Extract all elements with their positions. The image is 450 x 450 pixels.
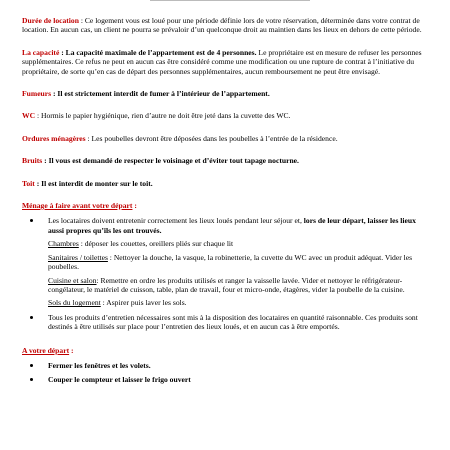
- wc-title: WC: [22, 111, 36, 121]
- subitem-text: : Remettre en ordre les produits utilisés et ranger la vaisselle lavée. Vider et nettoyer le réfrigérateur-congélateur, le matériel de cuisson, table, plan de travail, four et micro-onde, étagères, vider la poubelle de la cuisine.: [48, 275, 405, 294]
- subitem-text: : déposer les couettes, oreillers pliés sur chaque lit: [78, 239, 234, 249]
- section-fumeurs: [22, 89, 432, 98]
- depart-list: [22, 361, 432, 385]
- depart-colon: :: [69, 345, 74, 355]
- subitem-label: Chambres: [48, 239, 79, 249]
- menage-title: Ménage à faire avant votre départ: [22, 201, 133, 211]
- duree-text: : Ce logement vous est loué pour une période définie lors de votre réservation, déterminée dans votre contrat de location. En aucun cas, un client ne pourra se prévaloir d’un quelconque droit au maintien dans les lieux en dehors de cette période.: [22, 16, 422, 35]
- subitem-text: : Nettoyer la douche, la vasque, la robinetterie, la cuvette du WC avec un produit adéquat. Vider les poubelles.: [48, 252, 413, 272]
- menage-subitem-sols: [48, 298, 432, 307]
- capacite-title: La capacité: [22, 47, 60, 57]
- ordures-title: Ordures ménagères: [22, 133, 86, 143]
- section-duree: [22, 16, 432, 35]
- depart-item: [22, 375, 432, 384]
- toit-text: : Il est interdit de monter sur le toit.: [34, 178, 153, 188]
- menage-heading: [22, 201, 432, 210]
- duree-title: Durée de location: [22, 16, 79, 25]
- fumeurs-title: Fumeurs: [22, 89, 52, 99]
- menage-list: [22, 216, 432, 235]
- menage-products-text: Tous les produits d’entretien nécessaires sont mis à la disposition des locataires en quantité raisonnable. Ces produits sont destinés à être utilisés sur place pour l’entretien des lieux loués, et en aucun cas à être emportés.: [48, 312, 418, 332]
- wc-text: : Hormis le papier hygiénique, rien d’autre ne doit être jeté dans la cuvette des WC.: [35, 111, 291, 121]
- depart-item-text: Fermer les fenêtres et les volets.: [48, 360, 151, 370]
- menage-colon: :: [132, 201, 137, 211]
- depart-item-text: Couper le compteur et laisser le frigo ouvert: [48, 375, 191, 385]
- bruits-text: : Il vous est demandé de respecter le voisinage et d’éviter tout tapage nocturne.: [42, 156, 299, 166]
- bullet-icon: [30, 378, 33, 381]
- rules-document: [22, 0, 432, 385]
- bullet-icon: [30, 219, 33, 222]
- capacite-bold-text: : La capacité maximale de l’appartement est de 4 personnes.: [59, 47, 257, 57]
- menage-subitems: [22, 239, 432, 307]
- section-bruits: [22, 156, 432, 165]
- menage-subitem-chambres: [48, 239, 432, 248]
- bullet-icon: [30, 364, 33, 367]
- section-capacite: [22, 48, 432, 76]
- depart-item: [22, 361, 432, 370]
- menage-subitem-cuisine: [48, 276, 432, 295]
- ordures-text: : Les poubelles devront être déposées dans les poubelles à l’entrée de la résidence.: [85, 133, 338, 143]
- section-wc: [22, 111, 432, 120]
- depart-heading: [22, 346, 432, 355]
- subitem-label: Sols du logement: [48, 298, 101, 308]
- depart-title: A votre départ: [22, 345, 70, 355]
- subitem-label: Sanitaires / toilettes: [48, 252, 108, 262]
- menage-products-item: [22, 313, 432, 332]
- section-ordures: [22, 134, 432, 143]
- menage-intro-text: Les locataires doivent entretenir correctement les lieux loués pendant leur séjour et,: [48, 216, 304, 226]
- capacite-text: Le propriétaire est en mesure de refuser les personnes supplémentaires. Ce refus ne peut en aucun cas être considéré comme une modification ou une rupture de contrat à l’initiative du propriétaire, de sorte qu’en cas de départ des personnes supplémentaires, aucun remboursement ne peut être envisagé.: [22, 47, 422, 76]
- section-toit: [22, 179, 432, 188]
- menage-intro-bold: lors de leur départ, laisser les lieux aussi propres qu’ils les ont trouvés.: [48, 216, 416, 235]
- subitem-text: : Aspirer puis laver les sols.: [100, 298, 187, 308]
- menage-intro-item: [22, 216, 432, 235]
- menage-subitem-sanitaires: [48, 253, 432, 272]
- toit-title: Toit: [22, 178, 35, 188]
- subitem-label: Cuisine et salon: [48, 275, 97, 285]
- menage-products-list: [22, 313, 432, 332]
- bruits-title: Bruits: [22, 156, 43, 166]
- bullet-icon: [30, 316, 33, 319]
- fumeurs-text: : Il est strictement interdit de fumer à l’intérieur de l’appartement.: [51, 89, 270, 99]
